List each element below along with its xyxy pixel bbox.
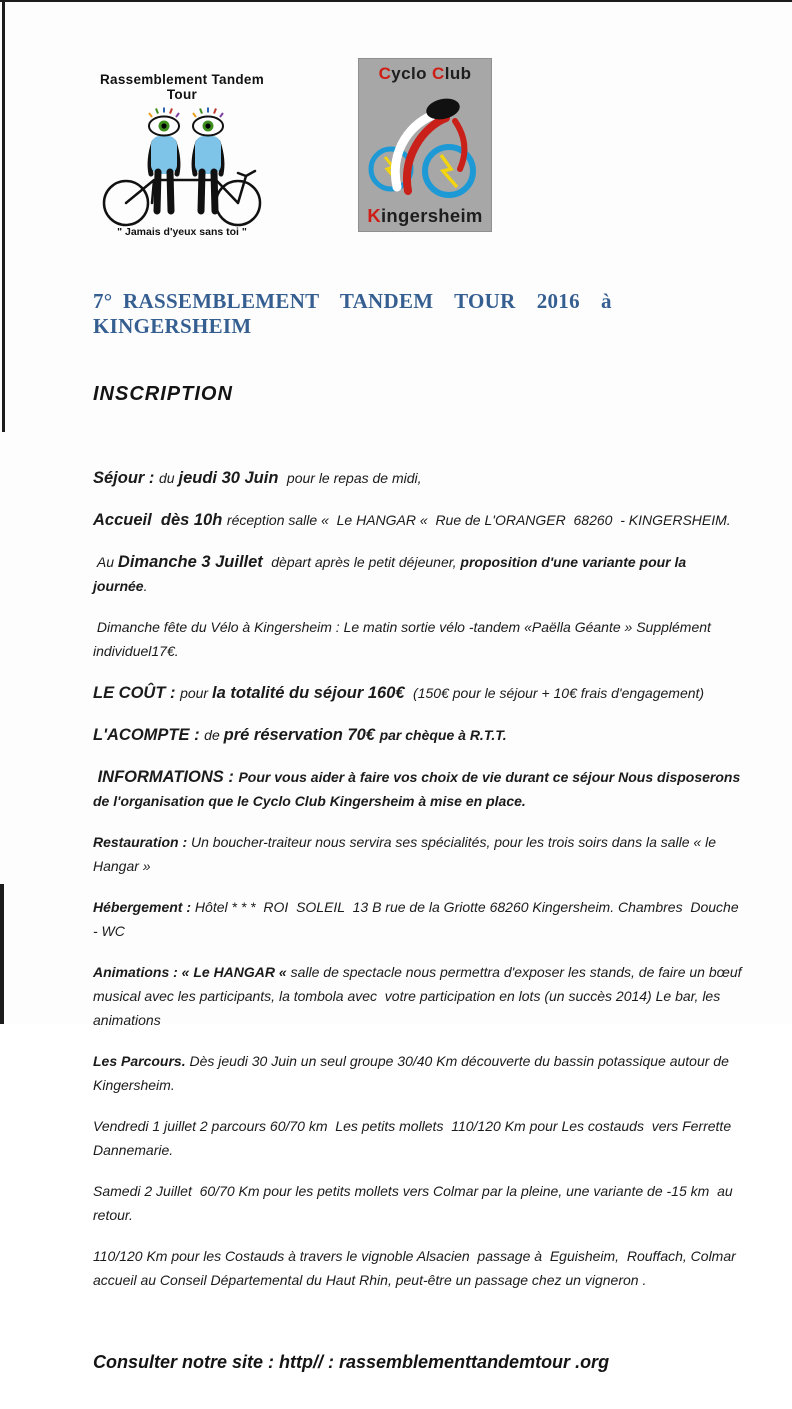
paragraph — [93, 1245, 742, 1293]
text-run: pour — [180, 685, 212, 701]
tandem-tour-logo — [92, 72, 272, 238]
paragraph — [93, 616, 742, 664]
paragraph — [93, 466, 742, 491]
text-run: du — [159, 470, 179, 486]
paragraph — [93, 961, 746, 1033]
text-run: Les Parcours. — [93, 1053, 190, 1069]
text-run: Vendredi 1 juillet 2 parcours 60/70 km Les petits mollets 110/120 Km pour Les costauds vers Ferrette Dannemarie. — [93, 1118, 735, 1158]
paragraph — [93, 896, 742, 944]
text-run: Dimanche 3 Juillet — [117, 553, 268, 571]
text-run: de — [204, 727, 224, 743]
text-run: dèpart après le petit déjeuner, — [267, 554, 461, 570]
paragraph — [93, 831, 742, 879]
cyclo-club-title: Cyclo Club — [378, 64, 472, 83]
page-title: 7° RASSEMBLEMENT TANDEM TOUR 2016 à KINGERSHEIM — [93, 289, 633, 338]
paragraph — [93, 765, 745, 814]
paragraph — [93, 508, 742, 533]
cyclo-club-name: Kingersheim — [367, 205, 483, 226]
text-run: Hôtel * * * ROI SOLEIL 13 B rue de la Griotte 68260 Kingersheim. Chambres Douche - WC — [93, 899, 743, 939]
text-run: Dimanche fête du Vélo à Kingersheim : Le matin sortie vélo -tandem «Paëlla Géante » Supplément individuel17€. — [93, 619, 715, 659]
page-subtitle: INSCRIPTION — [93, 383, 233, 405]
tandem-logo-caption: " Jamais d'yeux sans toi " — [117, 226, 247, 238]
scan-edge-left-upper — [2, 0, 5, 432]
text-run: Un boucher-traiteur nous servira ses spécialités, pour les trois soirs dans la salle « le Hangar » — [93, 834, 720, 874]
cyclist-illustration — [363, 95, 487, 195]
text-run: LE COÛT : — [93, 684, 181, 702]
text-run: Restauration : — [93, 834, 192, 850]
tandem-logo-title: Rassemblement Tandem Tour — [99, 72, 265, 102]
text-run: Hébergement : — [93, 899, 195, 915]
paragraph — [93, 723, 742, 748]
text-run: INFORMATIONS : — [93, 768, 239, 786]
text-run: Accueil dès 10h — [93, 511, 227, 529]
text-run: pré réservation 70€ — [223, 726, 380, 744]
paragraph — [93, 1180, 742, 1228]
text-run: réception salle « Le HANGAR « Rue de L'ORANGER 68260 - KINGERSHEIM. — [226, 512, 731, 528]
text-run: Samedi 2 Juillet 60/70 Km pour les petits mollets vers Colmar par la pleine, une variante de -15 km au retour. — [93, 1183, 737, 1223]
scan-edge-left-lower — [0, 884, 4, 1024]
text-run: pour le repas de midi, — [283, 470, 422, 486]
paragraph — [93, 681, 742, 706]
website-line: Consulter notre site : http// : rassemblementtandemtour .org — [93, 1352, 610, 1372]
text-run: Animations : « Le HANGAR « — [93, 964, 291, 980]
text-run: Au — [93, 554, 118, 570]
text-run: proposition d'une variante pour la journée — [93, 554, 691, 594]
text-run: Séjour : — [93, 469, 160, 487]
paragraph-list — [93, 466, 746, 1293]
tandem-bike-illustration — [96, 104, 268, 228]
text-run: Pour vous aider à faire vos choix de vie durant ce séjour Nous disposerons de l'organisation que le Cyclo Club Kingersheim à mise en place. — [93, 769, 745, 809]
text-run: la totalité du séjour 160€ — [212, 684, 410, 702]
text-run: (150€ pour le séjour + 10€ frais d'engagement) — [409, 685, 705, 701]
text-run: 110/120 Km pour les Costauds à travers le vignoble Alsacien passage à Eguisheim, Rouffach, Colmar accueil au Conseil Départemental du Haut Rhin, peut-être un passage chez un vigneron . — [93, 1248, 740, 1288]
text-run: . — [143, 578, 148, 594]
text-run: Dès jeudi 30 Juin un seul groupe 30/40 Km découverte du bassin potassique autour de Kingersheim. — [93, 1053, 733, 1093]
text-run: salle de spectacle nous permettra d'exposer les stands, de faire un bœuf musical avec les participants, la tombola avec votre participation en lots (un succès 2014) Le bar, les animations — [93, 964, 746, 1028]
paragraph — [93, 1115, 742, 1163]
text-run: L'ACOMPTE : — [93, 726, 205, 744]
cyclo-club-logo — [358, 58, 492, 232]
paragraph — [93, 1050, 742, 1098]
paragraph — [93, 550, 742, 599]
text-run: par chèque à R.T.T. — [379, 727, 507, 743]
text-run: jeudi 30 Juin — [178, 469, 284, 487]
scan-edge-top — [0, 0, 792, 2]
